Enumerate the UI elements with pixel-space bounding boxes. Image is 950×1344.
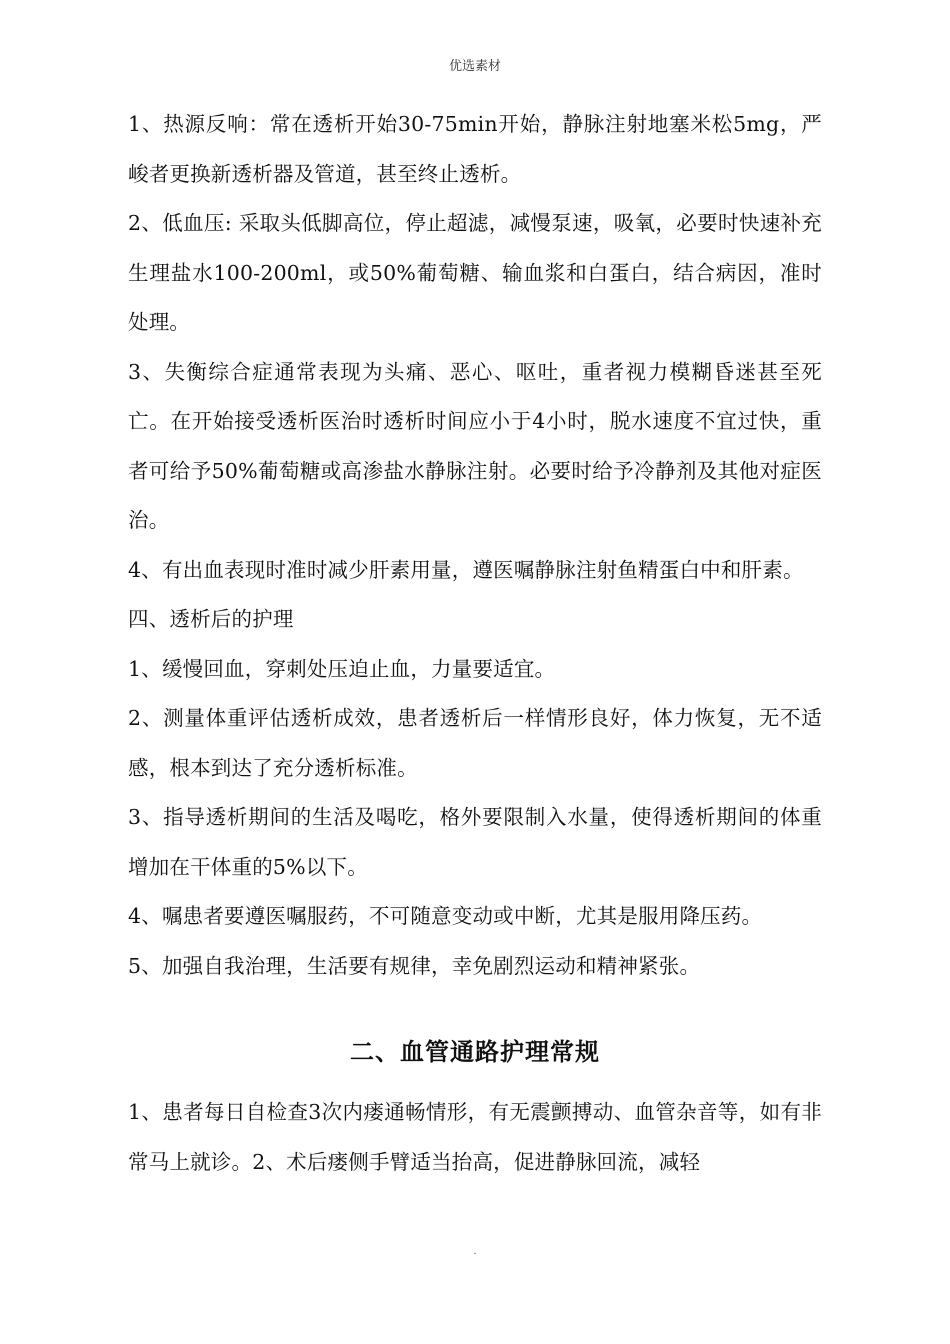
subheading-post-dialysis-care: 四、透析后的护理 xyxy=(128,607,294,631)
page-header: 优选素材 xyxy=(448,59,501,74)
paragraph-hypotension: 2、低血压: 采取头低脚高位，停止超滤，减慢泵速，吸氧，必要时快速补充生理盐水100-200ml，或50%葡萄糖、输血浆和白蛋白，结合病因，准时处理。 xyxy=(128,211,822,334)
paragraph-fistula-check: 1、患者每日自检查3次内瘘通畅情形，有无震颤搏动、血管杂音等，如有非常马上就诊。2、术后瘘侧手臂适当抬高，促进静脉回流，减轻 xyxy=(128,1100,822,1174)
page-footer: . xyxy=(473,1246,477,1257)
paragraph-bleeding: 4、有出血表现时准时减少肝素用量，遵医嘱静脉注射鱼精蛋白中和肝素。 xyxy=(128,557,804,582)
paragraph-self-management: 5、加强自我治理，生活要有规律，幸免剧烈运动和精神紧张。 xyxy=(128,953,701,978)
paragraph-diet-guidance: 3、指导透析期间的生活及喝吃，格外要限制入水量，使得透析期间的体重增加在干体重的5%以下。 xyxy=(128,805,822,879)
paragraph-weight-measure: 2、测量体重评估透析成效，患者透析后一样情形良好，体力恢复，无不适感，根本到达了充分透析标准。 xyxy=(128,706,822,780)
document-body xyxy=(128,100,822,1187)
section-title: 二、血管通路护理常规 xyxy=(350,1038,600,1066)
paragraph-medication: 4、嘱患者要遵医嘱服药，不可随意变动或中断，尤其是服用降压药。 xyxy=(128,904,763,928)
paragraph-slow-blood-return: 1、缓慢回血，穿刺处压迫止血，力量要适宜。 xyxy=(128,656,556,681)
paragraph-disequilibrium: 3、失衡综合症通常表现为头痛、恶心、呕吐，重者视力模糊昏迷甚至死亡。在开始接受透析医治时透析时间应小于4小时，脱水速度不宜过快，重者可给予50%葡萄糖或高渗盐水静脉注射。必要时给予冷静剂及其他对症医治。 xyxy=(128,359,822,532)
paragraph-fever-reaction: 1、热源反响：常在透析开始30-75min开始，静脉注射地塞米松5mg，严峻者更换新透析器及管道，甚至终止透析。 xyxy=(128,112,822,186)
